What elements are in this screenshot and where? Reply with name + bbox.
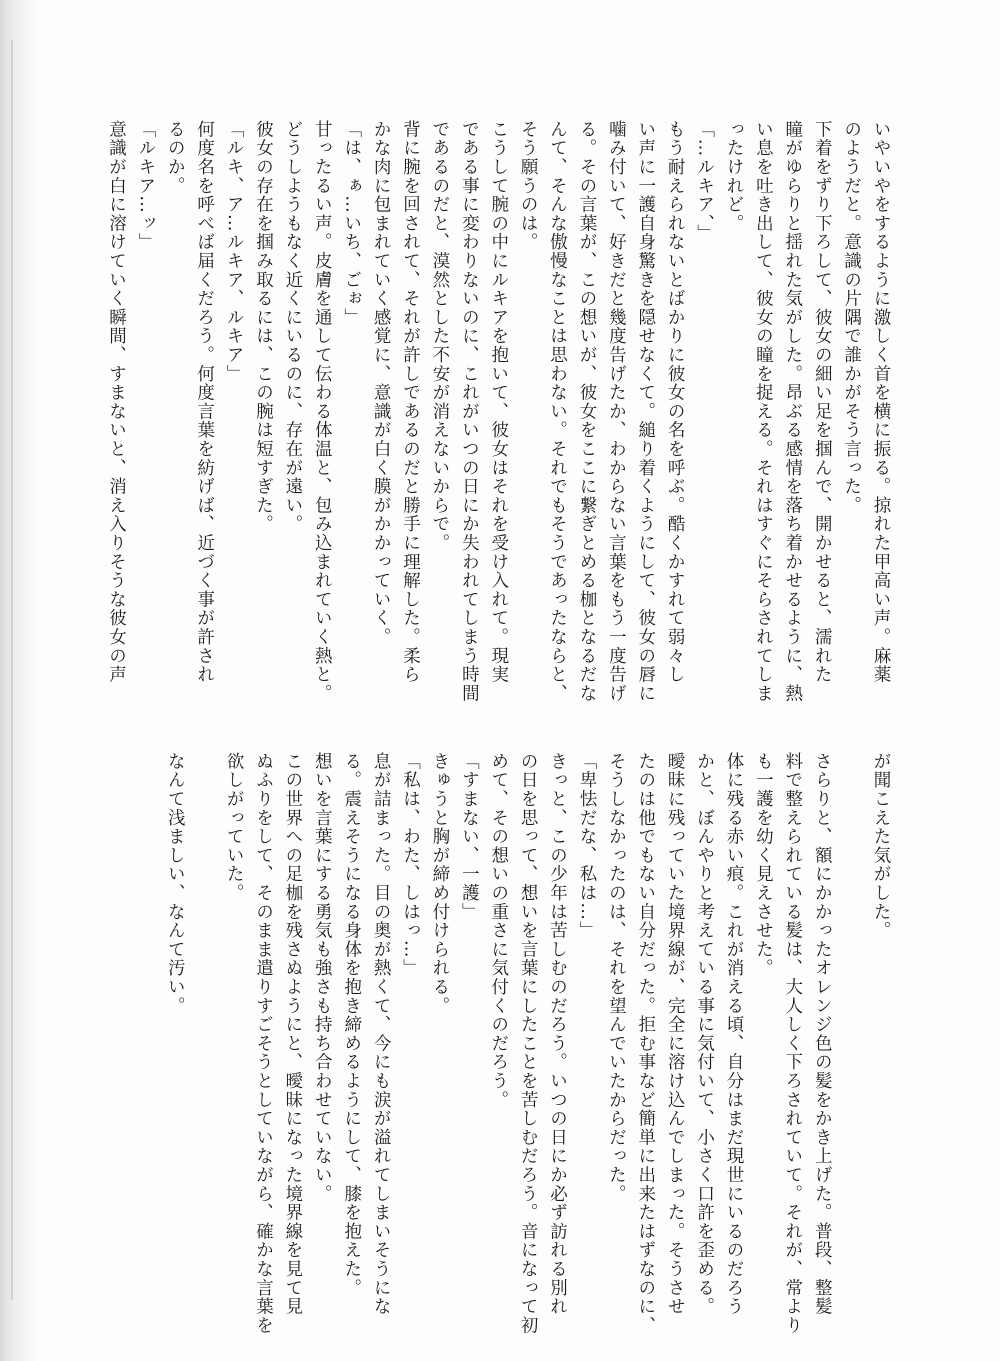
text-column: のようだと。意識の片隅で誰かがそう言った。	[841, 120, 862, 515]
text-column: 意識が白に溶けていく瞬間、すまないと、消え入りそうな彼女の声	[106, 120, 127, 684]
text-column: 「ルキア…ッ」	[135, 120, 156, 252]
text-column: 欲しがっていた。	[224, 752, 245, 903]
text-column: 「すまない、一護」	[459, 752, 480, 922]
text-column: る。その言葉が、この想いが、彼女をここに繋ぎとめる枷となるだな	[576, 120, 597, 703]
text-column: 「私は、わた、しはっ…」	[400, 752, 421, 978]
text-column: である事に変わりないのに、これがいつの日にか失われてしまう時間	[459, 120, 480, 703]
binding-shadow	[0, 0, 40, 1361]
text-column: 曖昧に残っていた境界線が、完全に溶け込んでしまった。そうさせ	[665, 752, 686, 1316]
text-column: 息が詰まった。目の奥が熱くて、今にも涙が溢れてしまいそうにな	[371, 752, 392, 1316]
text-column: 「卑怯だな、私は…」	[576, 752, 597, 940]
text-column: であるのだと、漠然とした不安が消えないからで。	[429, 120, 450, 553]
text-column: 想いを言葉にする勇気も強さも持ち合わせていない。	[312, 752, 333, 1204]
text-column: いやいやをするように激しく首を横に振る。掠れた甲高い声。麻薬	[871, 120, 891, 684]
text-column: どうしようもなく近くにいるのに、存在が遠い。	[282, 120, 303, 534]
text-column: の日を思って、想いを言葉にしたことを苦しむだろう。音になって初	[518, 752, 539, 1335]
text-column: 体に残る赤い痕。これが消える頃、自分はまだ現世にいるのだろう	[723, 752, 744, 1316]
text-column: もう耐えられないとばかりに彼女の名を呼ぶ。酷くかすれて弱々し	[665, 120, 686, 684]
text-column: 「ルキ、ア…ルキア、ルキア」	[224, 120, 245, 384]
text-column	[189, 752, 218, 1322]
text-column: 下着をずり下ろして、彼女の細い足を掴んで、開かせると、濡れた	[812, 120, 833, 684]
text-column: が聞こえた気がした。	[871, 752, 891, 940]
text-column: さらりと、額にかかったオレンジ色の髪をかき上げた。普段、整髪	[812, 752, 833, 1316]
text-column: この世界への足枷を残さぬようにと、曖昧になった境界線を見て見	[282, 752, 303, 1316]
text-column: 背に腕を回されて、それが許しであるのだと勝手に理解した。柔ら	[400, 120, 421, 684]
text-column: 「…ルキア、」	[694, 120, 715, 243]
text-column: なんて浅ましい、なんて汚い。	[165, 752, 186, 1016]
text-column: かと、ぼんやりと考えている事に気付いて、小さく口許を歪める。	[694, 752, 715, 1316]
lower-text-block	[160, 752, 895, 1335]
text-column: たのは他でもない自分だった。拒む事など簡単に出来たはずなのに、	[635, 752, 656, 1335]
text-column: 瞳がゆらりと揺れた気がした。昂ぶる感情を落ち着かせるように、熱	[782, 120, 803, 703]
text-column: こうして腕の中にルキアを抱いて、彼女はそれを受け入れて。現実	[488, 120, 509, 684]
text-column: 甘ったるい声。皮膚を通して伝わる体温と、包み込まれていく熱と。	[312, 120, 333, 703]
text-column: ぬふりをして、そのまま遣りすごそうとしていながら、確かな言葉を	[253, 752, 274, 1335]
text-column: きゅうと胸が締め付けられる。	[429, 752, 450, 1016]
text-column: い息を吐き出して、彼女の瞳を捉える。それはすぐにそらされてしま	[753, 120, 774, 703]
text-column: めて、その想いの重さに気付くのだろう。	[488, 752, 509, 1110]
text-column: い声に一護自身驚きを隠せなくて。縋り着くようにして、彼女の唇に	[635, 120, 656, 703]
text-column: きっと、この少年は苦しむのだろう。いつの日にか必ず訪れる別れ	[547, 752, 568, 1316]
binding-edge	[11, 40, 13, 1300]
upper-text-block	[101, 120, 895, 703]
text-column: かな肉に包まれていく感覚に、意識が白く膜がかかっていく。	[371, 120, 392, 647]
text-column	[836, 752, 865, 1322]
text-column: そう願うのは。	[518, 120, 539, 252]
text-column: 噛み付いて、好きだと幾度告げたか、わからない言葉をもう一度告げ	[606, 120, 627, 703]
text-column: 彼女の存在を掴み取るには、この腕は短すぎた。	[253, 120, 274, 534]
text-column: んて、そんな傲慢なことは思わない。それでもそうであったならと、	[547, 120, 568, 703]
text-column: る。震えそうになる身体を抱き締めるようにして、膝を抱えた。	[341, 752, 362, 1298]
text-column: 何度名を呼べば届くだろう。何度言葉を紡げば、近づく事が許され	[194, 120, 215, 684]
text-column: るのか。	[165, 120, 186, 196]
text-column: 料で整えられている髪は、大人しく下ろされていて。それが、常より	[782, 752, 803, 1335]
text-column: 「は、ぁ…いち、ごぉ」	[341, 120, 362, 327]
text-column: も一護を幼く見えさせた。	[753, 752, 774, 978]
text-column: ったけれど。	[723, 120, 744, 233]
page-number-fragment	[488, 1346, 512, 1358]
text-column: そうしなかったのは、それを望んでいたからだった。	[606, 752, 627, 1204]
